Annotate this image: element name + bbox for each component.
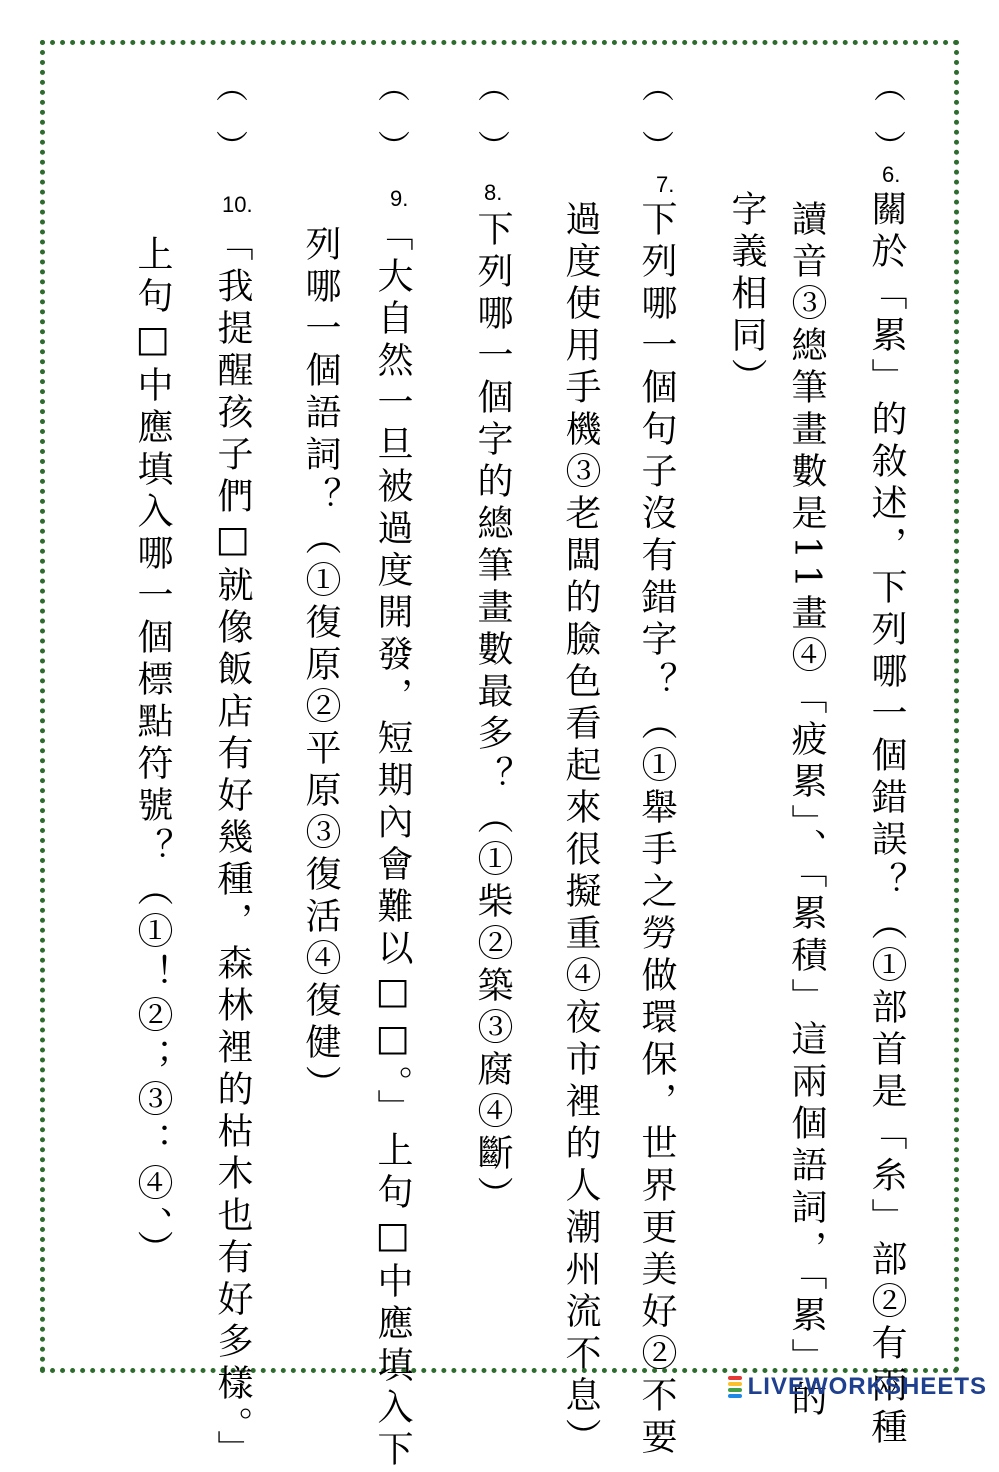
liveworksheets-brand-text: LIVEWORKSHEETS: [747, 1373, 987, 1400]
answer-paren-close-q10: ︶: [211, 130, 249, 162]
answer-paren-close-q8: ︶: [473, 130, 511, 162]
question-8-line-1: 下列哪一個字的總筆畫數最多？（①柴②築③腐④斷）: [472, 210, 513, 1218]
question-10-line-2: 上句□中應填入哪一個標點符號？（①！②；③：④、）: [132, 235, 173, 1272]
answer-paren-open-q7: ︵: [637, 70, 675, 102]
answer-paren-open-q9: ︵: [373, 70, 411, 102]
question-6-line-3: 字義相同）: [726, 190, 767, 400]
answer-paren-close-q7: ︶: [637, 130, 675, 162]
liveworksheets-logo[interactable]: [728, 1373, 987, 1401]
question-number-8: 8.: [484, 180, 503, 205]
answer-paren-open-q10: ︵: [211, 70, 249, 102]
question-number-6: 6.: [882, 162, 901, 187]
answer-paren-close-q9: ︶: [373, 130, 411, 162]
question-number-7: 7.: [656, 172, 675, 197]
question-10-line-1: 「我提醒孩子們□就像飯店有好幾種，森林裡的枯木也有好多樣。」: [212, 225, 253, 1472]
question-number-10: 10.: [222, 192, 253, 217]
liveworksheets-logo-icon: [728, 1376, 742, 1398]
question-9-line-2: 列哪一個語詞？（①復原②平原③復活④復健）: [300, 225, 341, 1107]
answer-paren-open-q6: ︵: [869, 70, 907, 102]
answer-paren-open-q8: ︵: [473, 70, 511, 102]
question-6-line-2: 讀音③總筆畫數是11畫④「疲累」、「累積」這兩個語詞，「累」的: [786, 200, 827, 1422]
question-7-line-2: 過度使用手機③老闆的臉色看起來很擬重④夜市裡的人潮州流不息）: [560, 200, 601, 1460]
question-9-line-1: 「大自然一旦被過度開發，短期內會難以□□。」上句□中應填入下: [372, 215, 413, 1472]
question-number-9: 9.: [390, 186, 409, 211]
answer-paren-close-q6: ︶: [869, 130, 907, 162]
question-6-line-1: 關於「累」的敘述，下列哪一個錯誤？（①部首是「糸」部②有兩種: [866, 190, 907, 1450]
question-7-line-1: 下列哪一個句子沒有錯字？（①舉手之勞做環保，世界更美好②不要: [636, 200, 677, 1460]
